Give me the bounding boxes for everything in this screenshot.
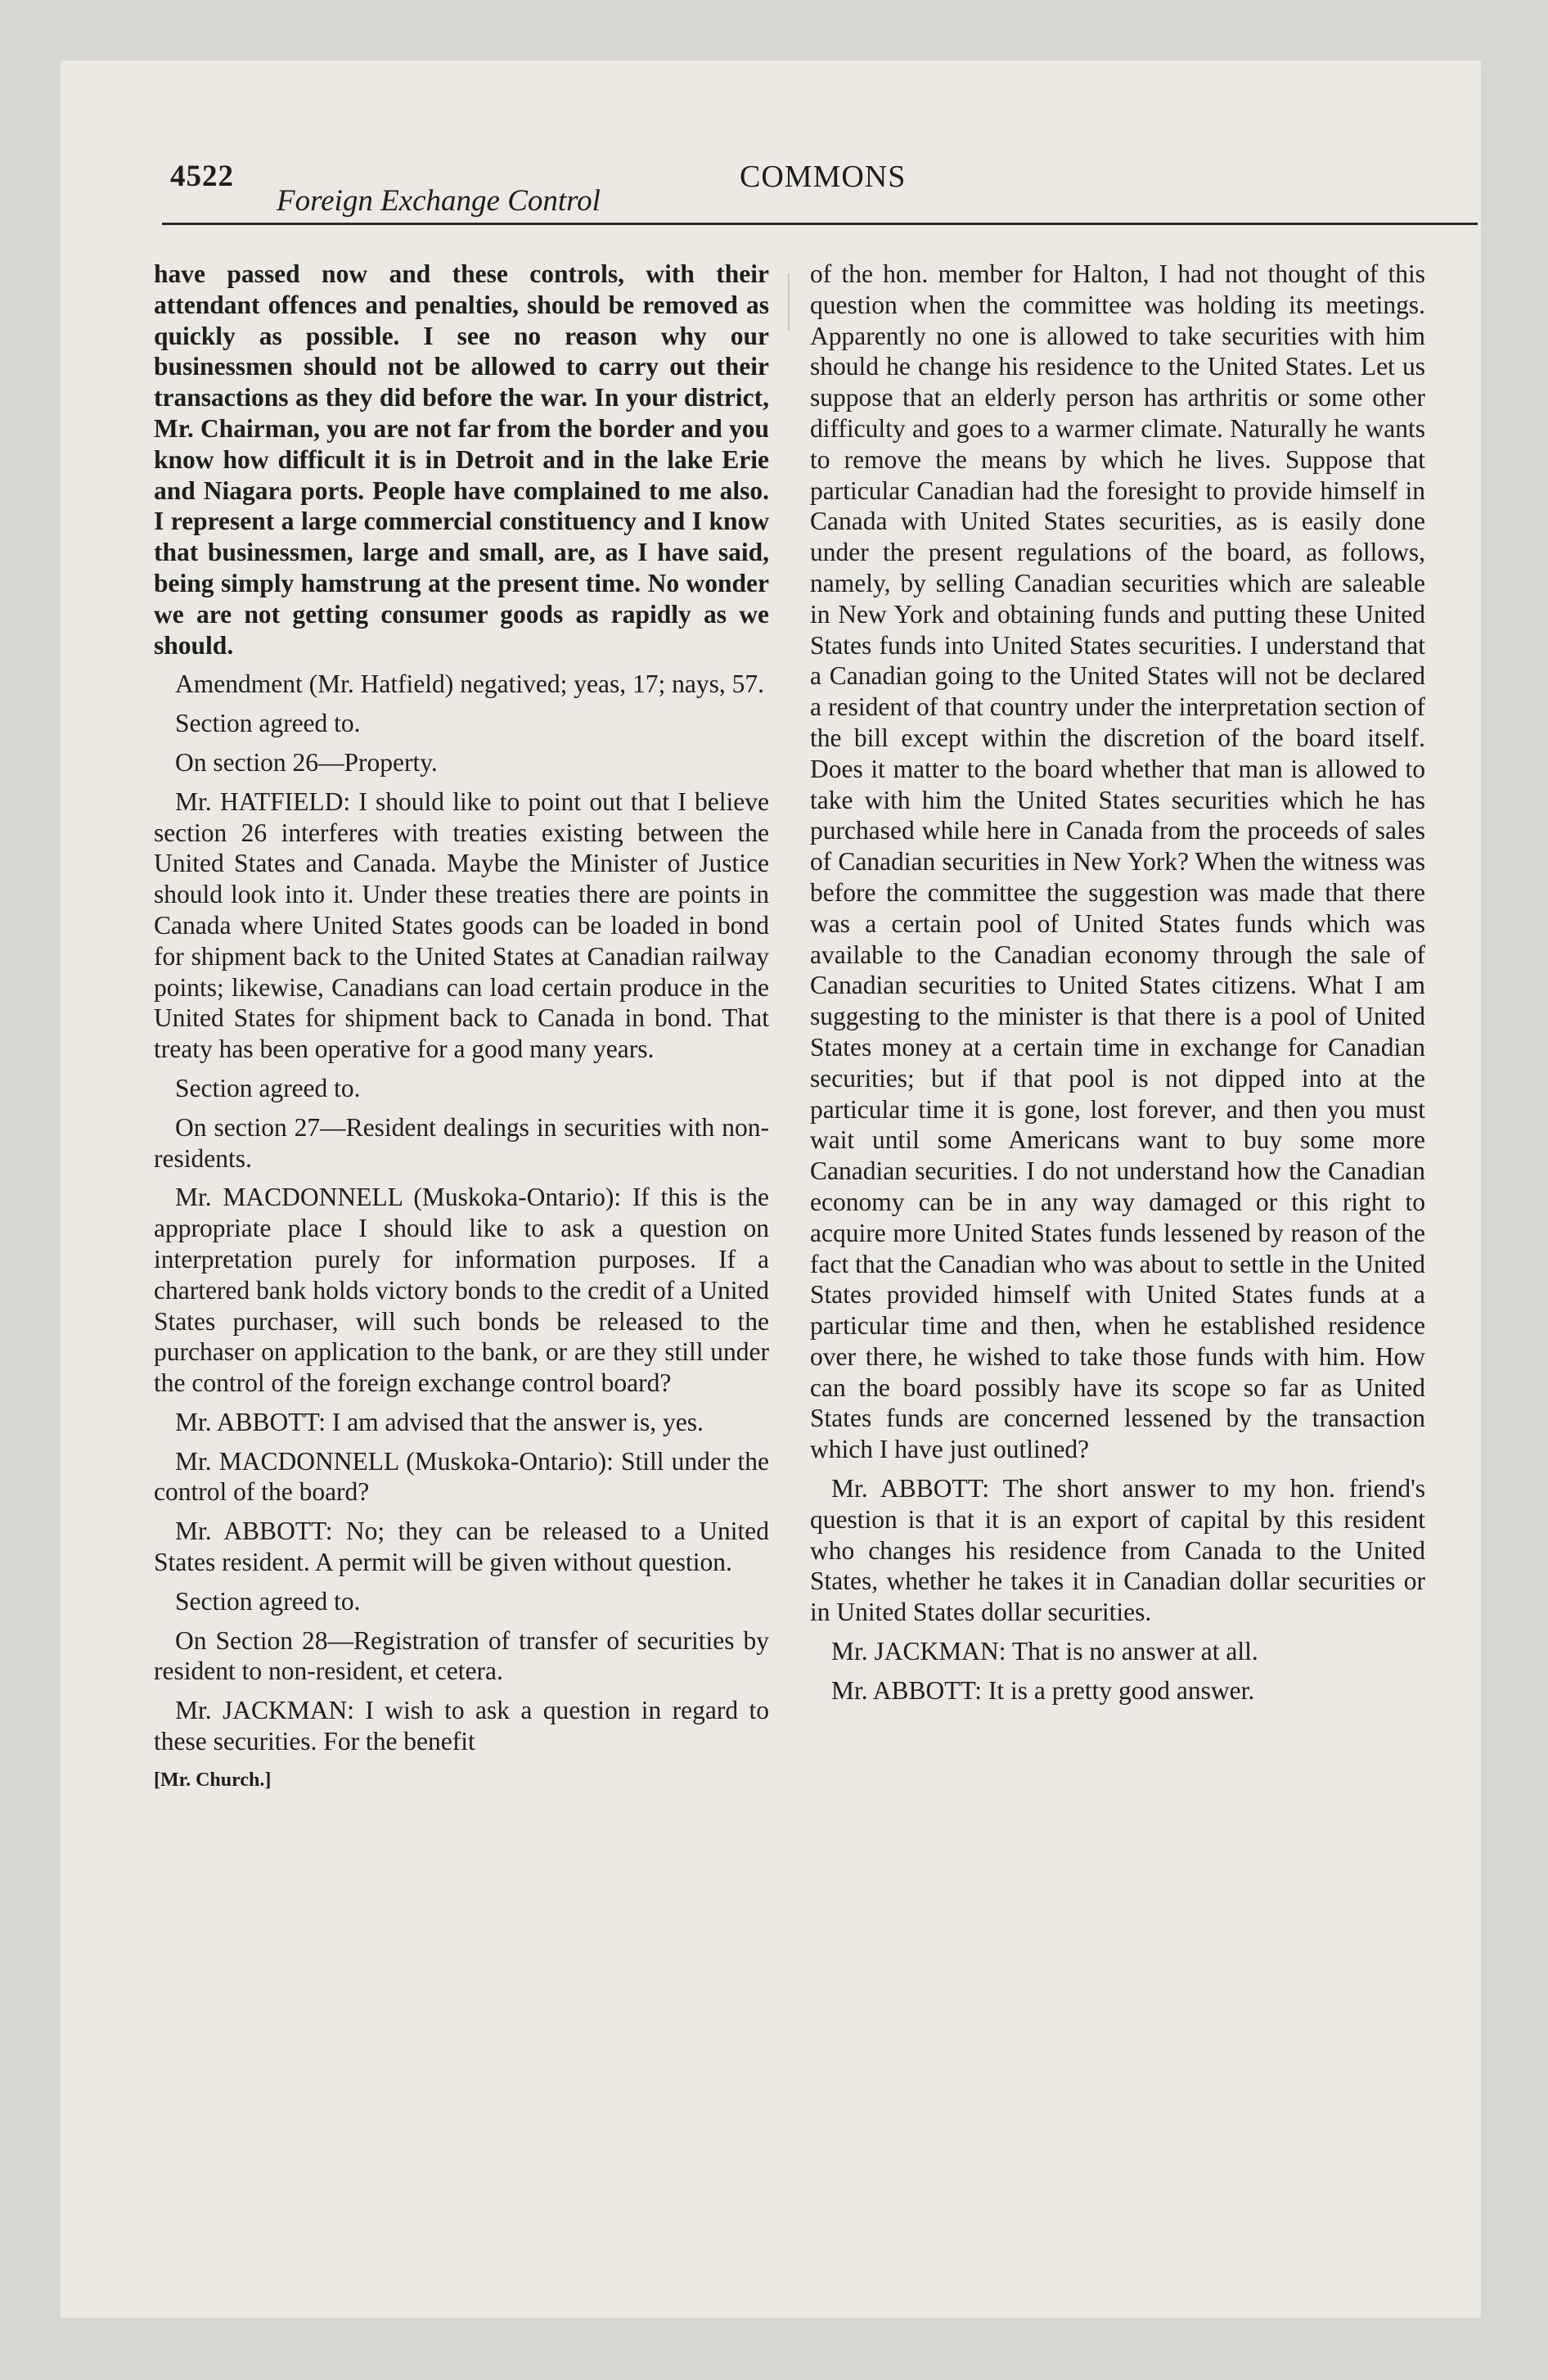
paragraph: have passed now and these controls, with their attendant offences and penalties, should be removed as quickly as possible. I see no reason why our businessmen should not be allowed to carry out their transactions as they did before the war. In your district, Mr. Chairman, you are not far from the border and you know how difficult it is in Detroit and in the lake Erie and Niagara ports. People have complained to me also. I represent a large commercial constituency and I know that businessmen, large and small, are, as I have said, being simply hamstrung at the present time. No wonder we are not getting consumer goods as rapidly as we should. (154, 259, 769, 660)
running-subtitle: Foreign Exchange Control (277, 184, 601, 218)
paragraph: Mr. ABBOTT: The short answer to my hon. friend's question is that it is an export of capital by this resident who changes his residence from Canada to the United States, whether he takes it in Canadian dollar securities or in United States dollar securities. (810, 1474, 1425, 1627)
paragraph: Mr. HATFIELD: I should like to point out that I believe section 26 interferes with treaties existing between the United States and Canada. Maybe the Minister of Justice should look into it. Under these treaties there are points in Canada where United States goods can be loaded in bond for shipment back to the United States at Canadian railway points; likewise, Canadians can load certain produce in the United States for shipment back to Canada in bond. That treaty has been operative for a good many years. (154, 787, 769, 1064)
paragraph: Mr. JACKMAN: I wish to ask a question in regard to these securities. For the benefit (154, 1696, 769, 1756)
paragraph: Mr. ABBOTT: No; they can be released to a United States resident. A permit will be given without question. (154, 1517, 769, 1577)
right-column (810, 259, 1425, 2280)
paragraph: On section 26—Property. (175, 747, 438, 777)
paragraph: Mr. ABBOTT: I am advised that the answer is, yes. (175, 1407, 704, 1436)
footer-note: [Mr. Church.] (154, 1769, 272, 1791)
header-rule (162, 223, 1478, 225)
paragraph: On Section 28—Registration of transfer of securities by resident to non-resident, et cetera. (154, 1625, 769, 1686)
page-header (61, 61, 1481, 290)
page-number: 4522 (170, 160, 234, 193)
paragraph: Mr. ABBOTT: It is a pretty good answer. (831, 1675, 1255, 1705)
paragraph: Section agreed to. (175, 709, 361, 738)
section-title: COMMONS (740, 160, 907, 194)
paragraph: of the hon. member for Halton, I had not thought of this question when the committee was holding its meetings. Apparently no one is allowed to take securities with him should he change his residence to the United States. Let us suppose that an elderly person has arthritis or some other difficulty and goes to a warmer climate. Naturally he wants to remove the means by which he lives. Suppose that particular Canadian had the foresight to provide himself in Canada with United States securities, as is easily done under the present regulations of the board, as follows, namely, by selling Canadian securities which are saleable in New York and obtaining funds and putting these United States funds into United States securities. I understand that a Canadian going to the United States will not be declared a resident of that country under the interpretation section of the bill except within the discretion of the board itself. Does it matter to the board whether that man is allowed to take with him the United States securities which he has purchased while here in Canada from the proceeds of sales of Canadian securities in New York? When the witness was before the committee the suggestion was made that there was a certain pool of United States funds which was available to the Canadian economy through the sale of Canadian securities to United States citizens. What I am suggesting to the minister is that there is a pool of United States money at a certain time in exchange for Canadian securities; but if that pool is not dipped into at the particular time it is gone, lost forever, and then you must wait until some Americans want to buy some more Canadian securities. I do not understand how the Canadian economy can be in any way damaged or this right to acquire more United States funds lessened by reason of the fact that the Canadian who was about to settle in the United States provided himself with United States funds at a particular time and then, when he established residence over there, he wished to take those funds with him. How can the board possibly have its scope so far as United States funds are concerned lessened by the transaction which I have just outlined? (810, 259, 1425, 1464)
left-column (154, 259, 769, 2280)
paragraph: Section agreed to. (175, 1586, 361, 1616)
paragraph: Section agreed to. (175, 1073, 361, 1102)
paragraph: Amendment (Mr. Hatfield) negatived; yeas, 17; nays, 57. (175, 669, 764, 699)
paragraph: Mr. JACKMAN: That is no answer at all. (831, 1637, 1258, 1666)
paragraph: Mr. MACDONNELL (Muskoka-Ontario): If this is the appropriate place I should like to ask a question on interpretation purely for information purposes. If a chartered bank holds victory bonds to the credit of a United States purchaser, will such bonds be released to the purchaser on application to the bank, or are they still under the control of the foreign exchange control board? (154, 1183, 769, 1398)
paragraph: Mr. MACDONNELL (Muskoka-Ontario): Still under the control of the board? (154, 1446, 769, 1507)
paragraph: On section 27—Resident dealings in securities with non-residents. (154, 1112, 769, 1173)
page (61, 61, 1481, 2318)
column-gutter-mark (788, 273, 790, 331)
